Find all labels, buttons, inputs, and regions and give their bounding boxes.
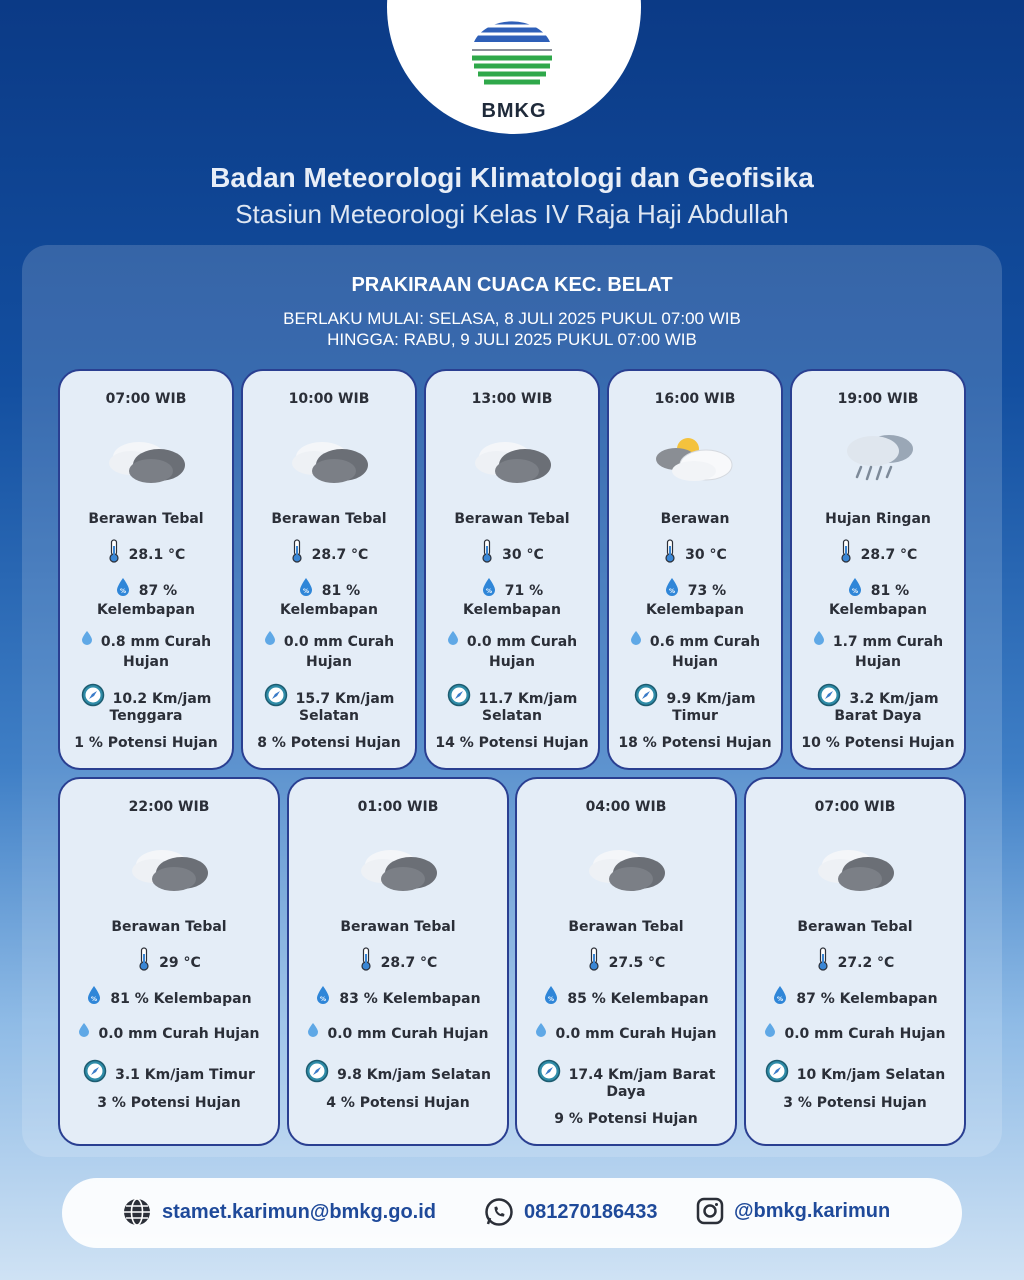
- station-name: Stasiun Meteorologi Kelas IV Raja Haji Abdullah: [235, 199, 789, 229]
- svg-text:%: %: [777, 996, 784, 1003]
- temperature: [615, 539, 775, 570]
- wind-speed-line: 3.2 Km/jam: [849, 690, 939, 707]
- instagram-icon: [696, 1197, 724, 1225]
- rainfall-line: 0.0 mm Curah Hujan: [784, 1025, 946, 1042]
- instagram-text: @bmkg.karimun: [734, 1199, 891, 1222]
- wind-direction: Selatan: [482, 708, 542, 724]
- rain-probability: 3 % Potensi Hujan: [97, 1095, 241, 1111]
- humidity-label: Kelembapan: [829, 602, 927, 618]
- rain-probability: 18 % Potensi Hujan: [618, 735, 772, 751]
- temperature: [523, 947, 729, 978]
- humidity-text: [796, 988, 937, 1010]
- temperature: [249, 539, 409, 570]
- humidity-text: [110, 988, 251, 1010]
- cloudy-icon: [101, 427, 191, 487]
- cloudy-icon: [353, 835, 443, 895]
- temperature-line: 27.2 °C: [837, 954, 895, 971]
- forecast-card: [515, 777, 737, 1146]
- temperature-line: 28.7 °C: [311, 546, 369, 563]
- rainfall: [66, 630, 226, 653]
- weather-condition: Berawan Tebal: [88, 511, 204, 527]
- compass-icon: [765, 1059, 789, 1090]
- humidity-text: [567, 988, 708, 1010]
- wind-direction: Selatan: [299, 708, 359, 724]
- humidity-label: Kelembapan: [646, 602, 744, 618]
- email-text: stamet.karimun@bmkg.go.id: [162, 1200, 436, 1223]
- valid-from: BERLAKU MULAI: SELASA, 8 JULI 2025 PUKUL 07:00 WIB: [283, 309, 741, 328]
- wind-speed: [66, 1059, 272, 1090]
- rainfall-text: [784, 1023, 945, 1045]
- svg-text:%: %: [485, 588, 492, 595]
- rainfall: [523, 1022, 729, 1045]
- humidity: [66, 985, 272, 1012]
- rainfall-label: Hujan: [123, 654, 169, 670]
- weather-condition: Berawan: [660, 511, 730, 527]
- raindrop-icon: [630, 630, 642, 653]
- wind-speed-line: 10 Km/jam Selatan: [796, 1066, 946, 1083]
- temperature-text: [312, 544, 369, 566]
- weather-condition: Berawan Tebal: [454, 511, 570, 527]
- temperature-line: 28.7 °C: [860, 546, 918, 563]
- phone-text: 081270186433: [524, 1200, 658, 1223]
- weather-condition: Berawan Tebal: [340, 919, 456, 935]
- temperature-text: [861, 544, 918, 566]
- wind-direction: Timur: [672, 708, 718, 724]
- temperature-line: 28.7 °C: [380, 954, 438, 971]
- temperature-text: [381, 952, 438, 974]
- rainfall-text: [467, 631, 577, 653]
- forecast-card: [744, 777, 966, 1146]
- rainfall-text: [284, 631, 394, 653]
- cloudy-icon: [581, 835, 671, 895]
- cloudy-icon: [284, 427, 374, 487]
- email-contact[interactable]: [122, 1197, 436, 1227]
- temperature: [295, 947, 501, 978]
- humidity-icon: [86, 985, 102, 1012]
- forecast-time: 22:00 WIB: [128, 799, 210, 815]
- wind-direction: Tenggara: [109, 708, 183, 724]
- humidity-line: 81 % Kelembapan: [110, 990, 252, 1007]
- thermometer-icon: [107, 539, 121, 570]
- temperature: [798, 539, 958, 570]
- weather-condition: Berawan Tebal: [797, 919, 913, 935]
- humidity: [523, 985, 729, 1012]
- wind-speed-line: 10.2 Km/jam: [112, 690, 212, 707]
- forecast-title: PRAKIRAAN CUACA KEC. BELAT: [351, 274, 673, 296]
- rainfall: [798, 630, 958, 653]
- thermometer-icon: [816, 947, 830, 978]
- thermometer-icon: [290, 539, 304, 570]
- forecast-time: 13:00 WIB: [471, 391, 553, 407]
- wind-speed-line: 17.4 Km/jam Barat: [568, 1066, 716, 1083]
- temperature: [752, 947, 958, 978]
- temperature-line: 29 °C: [159, 954, 201, 971]
- temperature-text: [502, 544, 544, 566]
- rain-probability: 3 % Potensi Hujan: [783, 1095, 927, 1111]
- temperature: [66, 947, 272, 978]
- forecast-time: 01:00 WIB: [357, 799, 439, 815]
- forecast-card: [287, 777, 509, 1146]
- rainfall-line: 1.7 mm Curah: [832, 633, 944, 650]
- humidity: [752, 985, 958, 1012]
- raindrop-icon: [447, 630, 459, 653]
- thermometer-icon: [839, 539, 853, 570]
- rainfall-line: 0.0 mm Curah: [466, 633, 578, 650]
- raindrop-icon: [535, 1022, 547, 1045]
- svg-text:%: %: [320, 996, 327, 1003]
- raindrop-icon: [813, 630, 825, 653]
- weather-condition: Berawan Tebal: [568, 919, 684, 935]
- forecast-time: 19:00 WIB: [837, 391, 919, 407]
- humidity-line: 87 %: [138, 582, 178, 599]
- globe-icon: [122, 1197, 152, 1227]
- compass-icon: [83, 1059, 107, 1090]
- svg-text:%: %: [548, 996, 555, 1003]
- rainfall-line: 0.0 mm Curah Hujan: [327, 1025, 489, 1042]
- temperature-line: 28.1 °C: [128, 546, 186, 563]
- thermometer-icon: [663, 539, 677, 570]
- rainfall: [615, 630, 775, 653]
- humidity-icon: [543, 985, 559, 1012]
- humidity-icon: [772, 985, 788, 1012]
- humidity-label: Kelembapan: [280, 602, 378, 618]
- cloudy-icon: [124, 835, 214, 895]
- rainfall-label: Hujan: [306, 654, 352, 670]
- rainfall-text: [650, 631, 760, 653]
- rainfall-text: [555, 1023, 716, 1045]
- cloudy-icon: [467, 427, 557, 487]
- rainfall-text: [98, 1023, 259, 1045]
- temperature-line: 30 °C: [502, 546, 544, 563]
- raindrop-icon: [264, 630, 276, 653]
- cloudy-icon: [810, 835, 900, 895]
- humidity-line: 73 %: [687, 582, 727, 599]
- svg-text:%: %: [119, 588, 126, 595]
- rainfall-line: 0.0 mm Curah Hujan: [98, 1025, 260, 1042]
- weather-condition: Hujan Ringan: [825, 511, 931, 527]
- temperature: [66, 539, 226, 570]
- rainfall-label: Hujan: [672, 654, 718, 670]
- forecast-card: [58, 369, 234, 770]
- temperature-line: 30 °C: [685, 546, 727, 563]
- raindrop-icon: [307, 1022, 319, 1045]
- rainfall: [295, 1022, 501, 1045]
- rainfall: [249, 630, 409, 653]
- temperature-text: [129, 544, 186, 566]
- rainfall-line: 0.8 mm Curah: [100, 633, 212, 650]
- rainfall-label: Hujan: [489, 654, 535, 670]
- forecast-time: 07:00 WIB: [814, 799, 896, 815]
- humidity-label: Kelembapan: [97, 602, 195, 618]
- humidity-label: Kelembapan: [463, 602, 561, 618]
- instagram-contact[interactable]: [696, 1197, 890, 1225]
- partly-cloudy-icon: [650, 427, 740, 487]
- wind-speed-line: 3.1 Km/jam Timur: [115, 1066, 255, 1083]
- whatsapp-icon: [484, 1197, 514, 1227]
- wind-speed: [752, 1059, 958, 1090]
- thermometer-icon: [587, 947, 601, 978]
- forecast-card: [58, 777, 280, 1146]
- temperature-text: [838, 952, 895, 974]
- temperature-line: 27.5 °C: [608, 954, 666, 971]
- weather-condition: Berawan Tebal: [111, 919, 227, 935]
- humidity-line: 81 %: [870, 582, 910, 599]
- temperature-text: [609, 952, 666, 974]
- humidity-line: 81 %: [321, 582, 361, 599]
- forecast-card: [607, 369, 783, 770]
- svg-text:%: %: [91, 996, 98, 1003]
- rainfall-line: 0.6 mm Curah: [649, 633, 761, 650]
- humidity-line: 85 % Kelembapan: [567, 990, 709, 1007]
- bmkg-logo-icon: [462, 4, 562, 94]
- svg-text:%: %: [668, 588, 675, 595]
- rainfall: [752, 1022, 958, 1045]
- thermometer-icon: [137, 947, 151, 978]
- rain-probability: 1 % Potensi Hujan: [74, 735, 218, 751]
- rain-probability: 10 % Potensi Hujan: [801, 735, 955, 751]
- rain-probability: 14 % Potensi Hujan: [435, 735, 589, 751]
- rainfall-text: [101, 631, 211, 653]
- wind-speed-line: 15.7 Km/jam: [295, 690, 395, 707]
- rainfall-line: 0.0 mm Curah: [283, 633, 395, 650]
- thermometer-icon: [359, 947, 373, 978]
- agency-title: Badan Meteorologi Klimatologi dan Geofisika: [210, 162, 814, 193]
- wind-speed: [295, 1059, 501, 1090]
- wind-speed-line: 11.7 Km/jam: [478, 690, 578, 707]
- raindrop-icon: [81, 630, 93, 653]
- wind-speed-text: [115, 1064, 255, 1086]
- thermometer-icon: [480, 539, 494, 570]
- rain-probability: 4 % Potensi Hujan: [326, 1095, 470, 1111]
- rainfall: [432, 630, 592, 653]
- valid-until: HINGGA: RABU, 9 JULI 2025 PUKUL 07:00 WIB: [327, 330, 697, 349]
- rainfall-label: Hujan: [855, 654, 901, 670]
- rain-probability: 8 % Potensi Hujan: [257, 735, 401, 751]
- logo-text: BMKG: [481, 100, 547, 122]
- rainfall-text: [833, 631, 943, 653]
- rainfall: [66, 1022, 272, 1045]
- wind-direction: Barat Daya: [834, 708, 922, 724]
- wind-speed-line: 9.9 Km/jam: [666, 690, 756, 707]
- forecast-time: 10:00 WIB: [288, 391, 370, 407]
- humidity: [295, 985, 501, 1012]
- forecast-time: 04:00 WIB: [585, 799, 667, 815]
- rain-probability: 9 % Potensi Hujan: [554, 1111, 698, 1127]
- temperature-text: [159, 952, 201, 974]
- forecast-card: [790, 369, 966, 770]
- forecast-card: [241, 369, 417, 770]
- light-rain-icon: [833, 427, 923, 487]
- humidity-line: 87 % Kelembapan: [796, 990, 938, 1007]
- humidity-line: 83 % Kelembapan: [339, 990, 481, 1007]
- rainfall-text: [327, 1023, 488, 1045]
- svg-text:%: %: [851, 588, 858, 595]
- wind-speed-text: [337, 1064, 491, 1086]
- rainfall-line: 0.0 mm Curah Hujan: [555, 1025, 717, 1042]
- humidity-line: 71 %: [504, 582, 544, 599]
- wind-speed-line: 9.8 Km/jam Selatan: [337, 1066, 491, 1083]
- svg-text:%: %: [302, 588, 309, 595]
- weather-condition: Berawan Tebal: [271, 511, 387, 527]
- forecast-time: 07:00 WIB: [105, 391, 187, 407]
- raindrop-icon: [764, 1022, 776, 1045]
- humidity-icon: [315, 985, 331, 1012]
- temperature-text: [685, 544, 727, 566]
- forecast-card: [424, 369, 600, 770]
- phone-contact[interactable]: [484, 1197, 657, 1227]
- wind-speed-text: [797, 1064, 946, 1086]
- compass-icon: [305, 1059, 329, 1090]
- temperature: [432, 539, 592, 570]
- humidity-text: [339, 988, 480, 1010]
- forecast-time: 16:00 WIB: [654, 391, 736, 407]
- raindrop-icon: [78, 1022, 90, 1045]
- wind-direction: Daya: [606, 1084, 646, 1100]
